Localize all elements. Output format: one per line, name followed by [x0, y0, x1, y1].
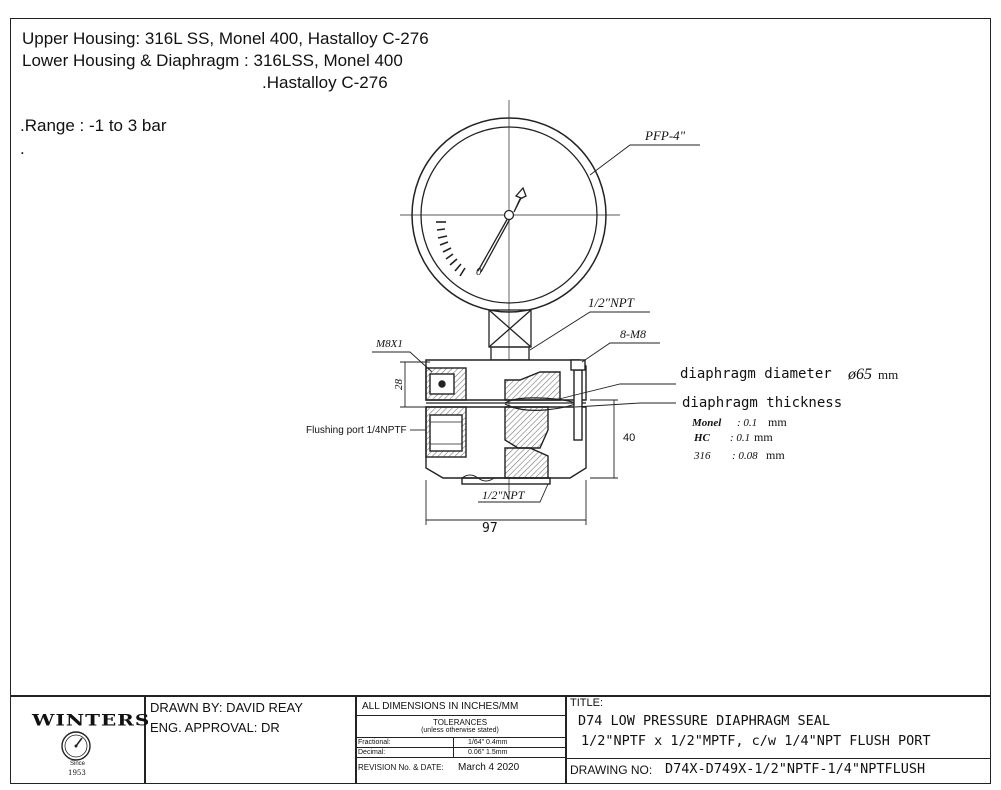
- gauge-stem: [489, 310, 531, 360]
- decimal-value: 0.06" 1.5mm: [468, 749, 508, 756]
- diaphragm-thickness-label: diaphragm thickness: [682, 395, 843, 411]
- spec-dot: .: [20, 139, 25, 158]
- svg-text:mm: mm: [754, 430, 773, 444]
- svg-text:Monel: Monel: [692, 417, 722, 429]
- svg-text:mm: mm: [768, 415, 787, 429]
- drawing-no-label: DRAWING NO:: [570, 763, 653, 777]
- gauge-ticks: [436, 222, 465, 276]
- thread-label: M8X1: [376, 338, 403, 350]
- dim-40-label: 40: [623, 432, 636, 444]
- npt-bottom-label: 1/2"NPT: [482, 488, 525, 502]
- title-label: TITLE:: [570, 697, 604, 709]
- title-block: [10, 695, 991, 784]
- tolerances-heading: TOLERANCES: [432, 718, 488, 727]
- revision-label: REVISION No. & DATE:: [358, 763, 444, 772]
- gauge-zero-label: 0: [476, 266, 482, 278]
- svg-text:HC: HC: [694, 432, 710, 444]
- gauge-needle: [478, 188, 526, 272]
- npt-top-label: 1/2"NPT: [588, 295, 634, 310]
- title-line-2: 1/2"NPTF x 1/2"MPTF, c/w 1/4"NPT FLUSH PORT: [581, 733, 931, 749]
- diaphragm-diameter-label: diaphragm diameter: [680, 366, 832, 382]
- fractional-value: 1/64" 0.4mm: [468, 739, 508, 746]
- svg-text:mm: mm: [766, 448, 785, 462]
- svg-text:316: 316: [694, 450, 711, 462]
- dim-97-label: 97: [482, 521, 498, 536]
- svg-text:: 0.08: : 0.08: [732, 450, 758, 462]
- upper-housing-spec: Upper Housing: 316L SS, Monel 400, Hastalloy C-276: [22, 29, 429, 48]
- svg-text:: 0.1: : 0.1: [737, 417, 758, 429]
- drawing-number: D74X-D749X-1/2"NPTF-1/4"NPTFLUSH: [665, 761, 926, 777]
- diaphragm-diameter-unit: mm: [878, 367, 899, 382]
- dim-28-label: 28: [393, 379, 405, 390]
- drawn-by: DRAWN BY: DAVID REAY: [150, 700, 303, 715]
- lower-housing-spec-cont: .Hastalloy C-276: [262, 73, 388, 92]
- eng-approval: ENG. APPROVAL: DR: [150, 720, 280, 735]
- dimensions-note: ALL DIMENSIONS IN INCHES/MM: [362, 701, 519, 712]
- gauge-model-label: PFP-4": [645, 128, 686, 143]
- m8-bolt-label: 8-M8: [620, 327, 646, 341]
- diaphragm-diameter-value: ø65: [848, 366, 872, 383]
- seal-body: [426, 360, 586, 484]
- svg-text:: 0.1: : 0.1: [730, 432, 751, 444]
- logo-since: Since: [70, 761, 86, 767]
- thickness-row: [693, 430, 773, 444]
- tolerances-sub: (unless otherwise stated): [421, 727, 499, 734]
- revision-date: March 4 2020: [458, 762, 520, 773]
- logo-wordmark: WINTERS: [32, 710, 151, 730]
- company-logo: [10, 695, 151, 784]
- flushing-port-label: Flushing port 1/4NPTF: [306, 425, 407, 436]
- thickness-row: [693, 448, 785, 462]
- decimal-label: Decimal:: [358, 749, 386, 756]
- thickness-row: [691, 415, 787, 429]
- title-line-1: D74 LOW PRESSURE DIAPHRAGM SEAL: [578, 713, 830, 729]
- range-spec: .Range : -1 to 3 bar: [20, 116, 167, 135]
- lower-housing-spec: Lower Housing & Diaphragm : 316LSS, Monel 400: [22, 51, 403, 70]
- logo-year: 1953: [68, 769, 86, 777]
- fractional-label: Fractional:: [358, 739, 391, 746]
